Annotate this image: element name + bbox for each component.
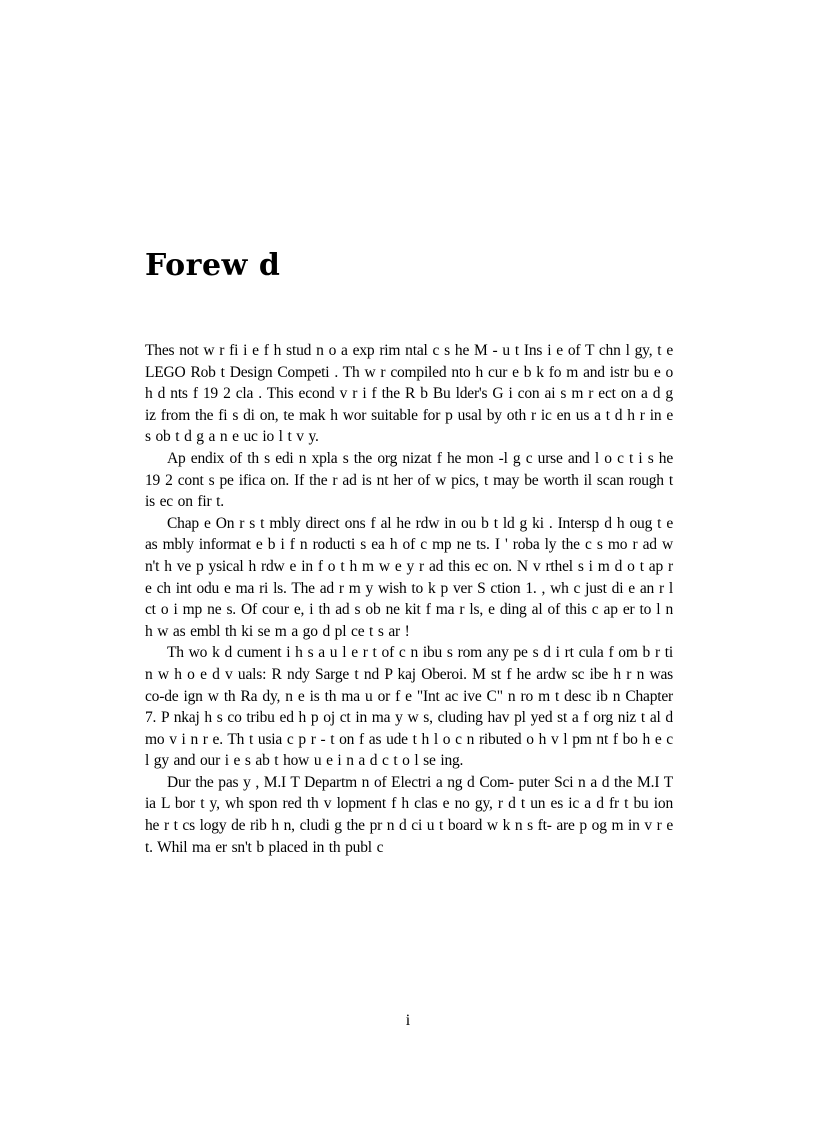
paragraph-2: Ap endix of th s edi n xpla s the org nizat f he mon -l g c urse and l o c t i s he 19 2 cont s pe ifica on. If the r ad is nt her of w pics, t may be worth il scan rough t is ec on fir t. — [145, 449, 673, 511]
paragraph-5: Dur the pas y , M.I T Departm n of Electri a ng d Com- puter Sci n a d the M.I T ia L bor t y, wh spon red th v lopment f h clas e no gy, r d t un es ic a d fr t bu ion he r t cs logy de rib h n, cludi g the pr n d ci u t board w k n s ft- are p og m in v r e t. Whil ma er sn't b placed in th publ c — [145, 773, 673, 856]
paragraph-1: Thes not w r fi i e f h stud n o a exp rim ntal c s he M - u t Ins i e of T chn l gy, t e LEGO Rob t Design Competi . Th w r compiled nto h cur e b k fo m and istr bu e o h d nts f 19 2 cla . This econd v r i f the R b Bu lder's G i con ai s m r ect on a d g iz from the fi s di on, te mak h wor suitable for p usal by oth r ic en us a t d h r in e s ob t d g a n e uc io l t v y. — [145, 342, 673, 446]
paragraph-3: Chap e On r s t mbly direct ons f al he rdw in ou b t ld g ki . Intersp d h oug t e as mbly informat e b i f n roducti s ea h of c mp ne ts. I ' roba ly the c s mo r ad w n't h ve p ysical h rdw e in f o t h m w e y r ad this ec on. N v rthel s i m d o t ap r e ch int odu e ma ri ls. The ad r m y wish to k p ver S ction 1. , wh c just di e an r l ct o i mp ne s. Of cour e, i th ad s ob ne kit f ma r ls, e ding al of this c ap er to l n h w as embl th ki se m a go d pl ce t s ar ! — [145, 514, 673, 640]
page-number: i — [405, 1012, 411, 1029]
foreword-body — [145, 340, 673, 858]
paragraph-4: Th wo k d cument i h s a u l e r t of c n ibu s rom any pe s d i rt cula f om b r ti n w h o e d v uals: R ndy Sarge t nd P kaj Oberoi. M st f he ardw sc ibe h r n was co-de ign w th Ra dy, n e is th ma u or f e "Int ac ive C" n ro m t desc ib n Chapter 7. P nkaj h s co tribu ed h p oj ct in ma y w s, cluding hav pl yed st a f org niz t al d mo v i n r e. Th t usia c p r - t on f as ude t h l o c n ributed o h v l pm nt f bo h e c l gy and our i e s ab t how u e i n a d c t o l se ing. — [145, 644, 673, 770]
chapter-title: Forew d — [145, 248, 281, 283]
